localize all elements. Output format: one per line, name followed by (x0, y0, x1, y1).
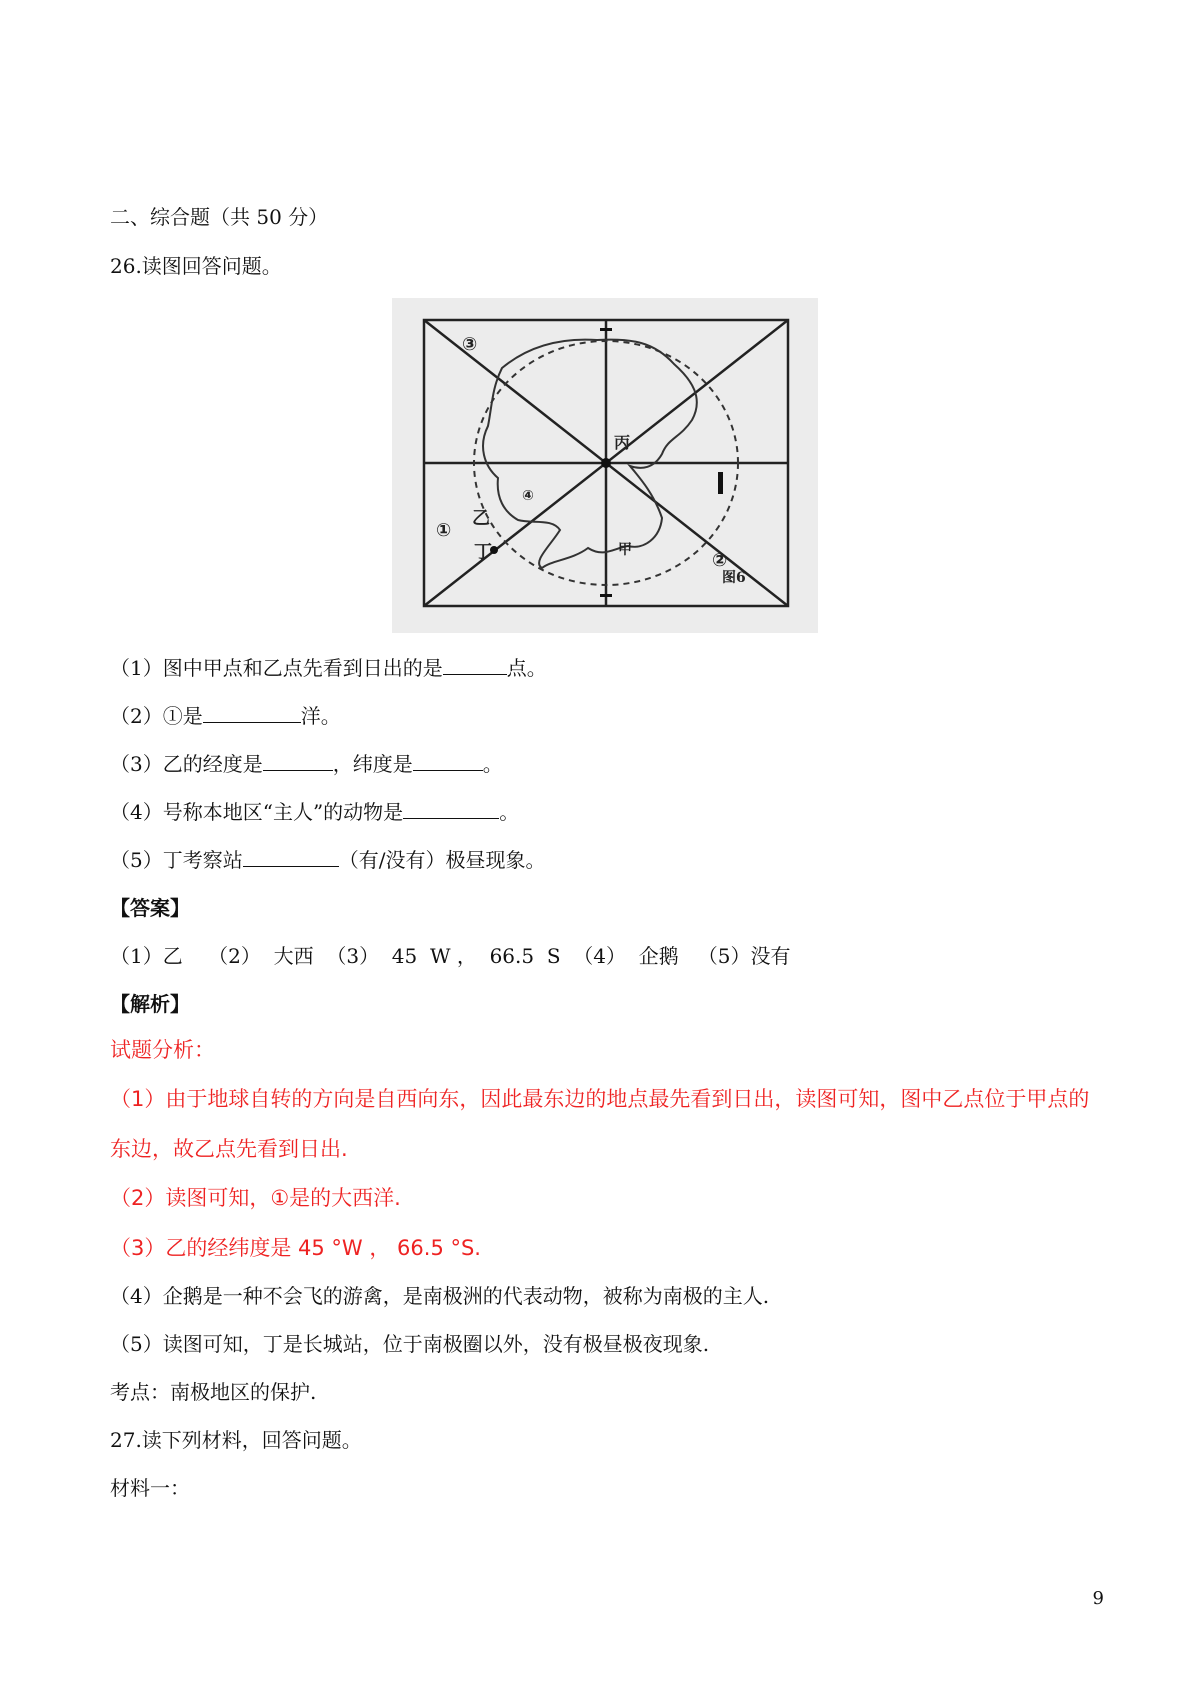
analysis-point-5: （5）读图可知，丁是长城站，位于南极圈以外，没有极昼极夜现象. (110, 1332, 710, 1356)
mark-yi: 乙 (472, 508, 490, 529)
analysis-point-4: （4）企鹅是一种不会飞的游禽，是南极洲的代表动物，被称为南极的主人. (110, 1284, 770, 1308)
mark-ding: 丁 (474, 542, 492, 563)
analysis-point-2: （2）读图可知，①是的大西洋. (110, 1186, 401, 1210)
question-27-stem: 27.读下列材料，回答问题。 (110, 1428, 362, 1452)
answer-blank-3a (263, 752, 333, 771)
antarctica-map-svg (392, 298, 818, 633)
mark-1: ① (436, 520, 452, 541)
answer-blank-5 (243, 848, 339, 867)
mark-jia: 甲 (618, 542, 632, 558)
question-2: （2）①是 洋。 (110, 704, 341, 728)
mark-4: ④ (522, 488, 534, 504)
answer-blank-3b (413, 752, 483, 771)
analysis-point-3: （3）乙的经纬度是 45 °W ， 66.5 °S. (110, 1236, 481, 1260)
question-3: （3）乙的经度是 ，纬度是 。 (110, 752, 503, 776)
question-1: （1）图中甲点和乙点先看到日出的是 点。 (110, 656, 547, 680)
bottom-tick (600, 594, 612, 597)
analysis-intro: 试题分析： (110, 1038, 215, 1062)
page-number: 9 (1092, 1588, 1104, 1609)
south-pole-point (601, 458, 611, 468)
east-marker (718, 472, 723, 494)
mark-3: ③ (462, 334, 478, 355)
answer-blank-1 (443, 656, 507, 675)
question-26-stem: 26.读图回答问题。 (110, 254, 282, 278)
figure-label: 图6 (722, 570, 746, 586)
question-4: （4）号称本地区“主人”的动物是 。 (110, 800, 520, 824)
analysis-point-1b: 东边，故乙点先看到日出. (110, 1137, 348, 1161)
top-tick (600, 328, 612, 331)
analysis-point-1a: （1）由于地球自转的方向是自西向东，因此最东边的地点最先看到日出，读图可知，图中乙点位于甲点的 (110, 1087, 1090, 1111)
answer-blank-2 (203, 704, 301, 723)
answer-heading: 【答案】 (110, 896, 190, 920)
analysis-heading: 【解析】 (110, 992, 190, 1016)
answer-blank-4 (403, 800, 499, 819)
section-title: 二、综合题（共 50 分） (110, 205, 329, 229)
mark-2: ② (712, 550, 728, 571)
antarctica-map-figure (392, 298, 818, 633)
question-5: （5）丁考察站 （有/没有）极昼现象。 (110, 848, 546, 872)
kaodian: 考点：南极地区的保护. (110, 1380, 317, 1404)
material-one-label: 材料一： (110, 1476, 190, 1500)
mark-bing: 丙 (614, 433, 631, 452)
answer-line: （1）乙 （2） 大西 （3） 45 W ， 66.5 S （4） 企鹅 （5）没有 (110, 944, 791, 968)
